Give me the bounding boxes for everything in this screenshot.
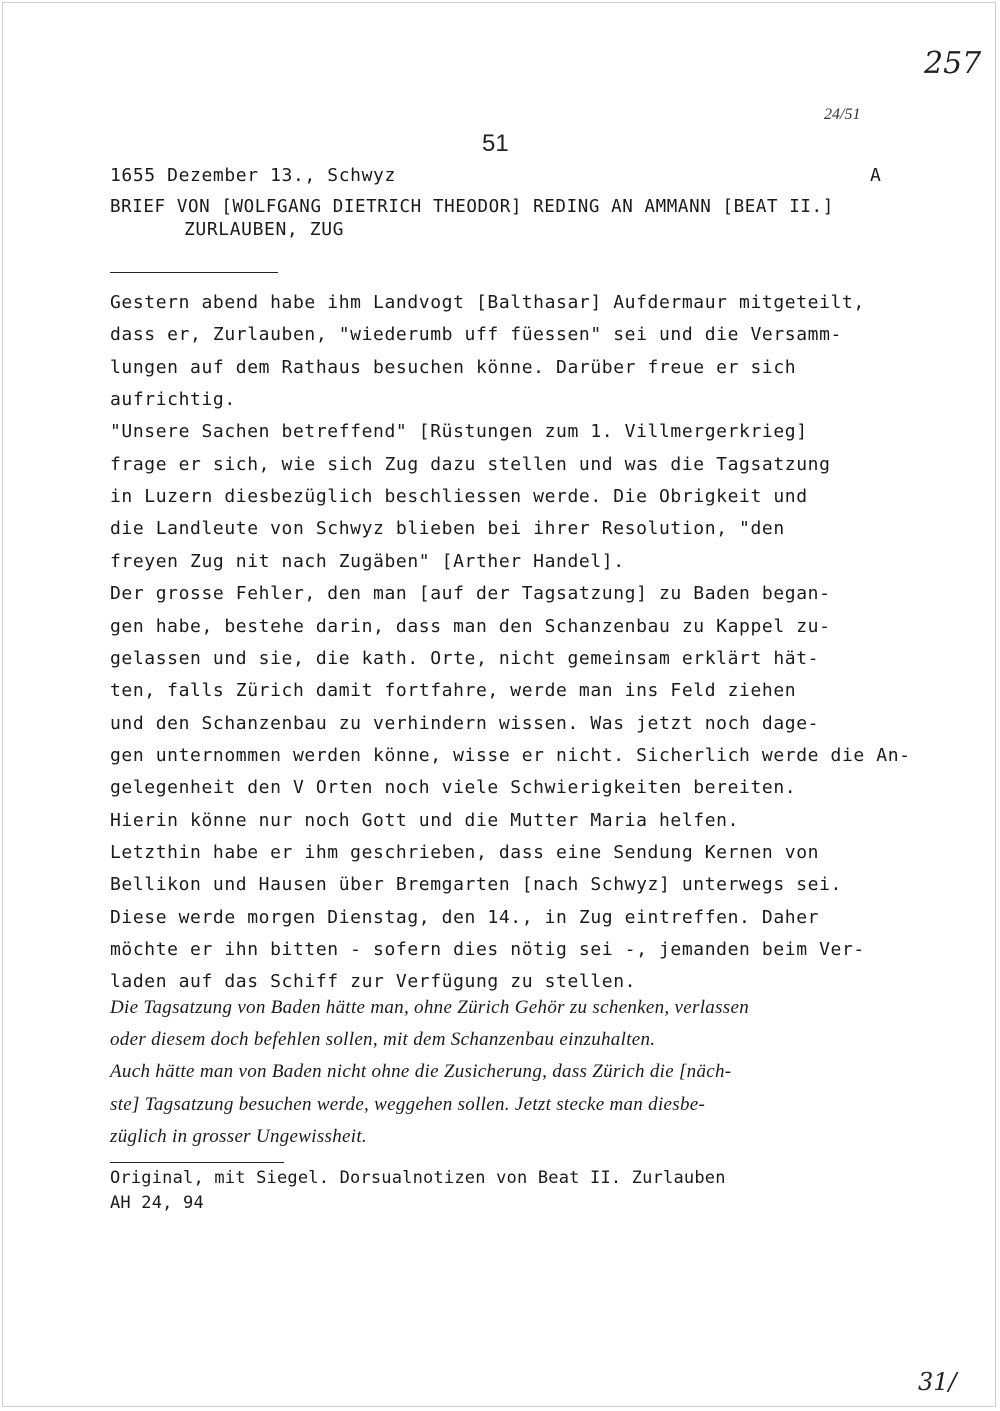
footer-divider <box>110 1162 284 1163</box>
body-line: Diese werde morgen Dienstag, den 14., in Zug eintreffen. Daher <box>110 906 820 928</box>
body-line: lungen auf dem Rathaus besuchen könne. Darüber freue er sich <box>110 356 797 378</box>
body-line: gelegenheit den V Orten noch viele Schwierigkeiten bereiten. <box>110 777 797 799</box>
italic-line: oder diesem doch befehlen sollen, mit dem Schanzenbau einzuhalten. <box>110 1029 656 1051</box>
body-line: die Landleute von Schwyz blieben bei ihrer Resolution, "den <box>110 518 785 540</box>
italic-line: ste] Tagsatzung besuchen werde, weggehen sollen. Jetzt stecke man diesbe- <box>110 1093 706 1115</box>
document-category: A <box>870 165 882 186</box>
handwritten-folio-mark: 257 <box>924 46 982 81</box>
letter-title-line-2: ZURLAUBEN, ZUG <box>184 219 345 240</box>
handwritten-bottom-mark: 31/ <box>918 1368 957 1396</box>
italic-line: Auch hätte man von Baden nicht ohne die Zusicherung, dass Zürich die [näch- <box>110 1061 732 1083</box>
body-line: "Unsere Sachen betreffend" [Rüstungen zum 1. Villmergerkrieg] <box>110 421 808 443</box>
body-line: frage er sich, wie sich Zug dazu stellen und was die Tagsatzung <box>110 453 831 475</box>
italic-line: züglich in grosser Ungewissheit. <box>110 1125 367 1147</box>
body-line: gen unternommen werden könne, wisse er nicht. Sicherlich werde die An- <box>110 744 911 766</box>
body-line: in Luzern diesbezüglich beschliessen werde. Die Obrigkeit und <box>110 486 808 508</box>
body-line: gen habe, bestehe darin, dass man den Schanzenbau zu Kappel zu- <box>110 615 831 637</box>
body-line: freyen Zug nit nach Zugäben" [Arther Handel]. <box>110 550 625 572</box>
body-line: Der grosse Fehler, den man [auf der Tagsatzung] zu Baden began- <box>110 583 831 605</box>
body-line: ten, falls Zürich damit fortfahre, werde man ins Feld ziehen <box>110 680 797 702</box>
body-line: aufrichtig. <box>110 389 236 411</box>
body-line: gelassen und sie, die kath. Orte, nicht gemeinsam erklärt hät- <box>110 647 820 669</box>
letter-title-line-1: BRIEF VON [WOLFGANG DIETRICH THEODOR] REDING AN AMMANN [BEAT II.] <box>110 197 834 217</box>
body-line: laden auf das Schiff zur Verfügung zu stellen. <box>110 971 637 993</box>
body-line: und den Schanzenbau zu verhindern wissen. Was jetzt noch dage- <box>110 712 820 734</box>
body-line: Gestern abend habe ihm Landvogt [Balthasar] Aufdermaur mitgeteilt, <box>110 292 865 313</box>
body-line: möchte er ihn bitten - sofern dies nötig sei -, jemanden beim Ver- <box>110 939 865 960</box>
body-line: Letzthin habe er ihm geschrieben, dass eine Sendung Kernen von <box>110 841 820 863</box>
source-note: Original, mit Siegel. Dorsualnotizen von Beat II. Zurlauben <box>110 1168 726 1188</box>
heading-divider <box>110 272 278 273</box>
archive-reference: AH 24, 94 <box>110 1193 204 1213</box>
document-number: 51 <box>482 130 509 157</box>
serial-number: 24/51 <box>824 106 861 123</box>
body-line: Bellikon und Hausen über Bremgarten [nach Schwyz] unterwegs sei. <box>110 874 842 896</box>
italic-line: Die Tagsatzung von Baden hätte man, ohne Zürich Gehör zu schenken, verlassen <box>110 997 749 1018</box>
body-line: dass er, Zurlauben, "wiederumb uff füessen" sei und die Versamm- <box>110 324 842 346</box>
date-place: 1655 Dezember 13., Schwyz <box>110 165 396 186</box>
body-line: Hierin könne nur noch Gott und die Mutter Maria helfen. <box>110 809 740 831</box>
